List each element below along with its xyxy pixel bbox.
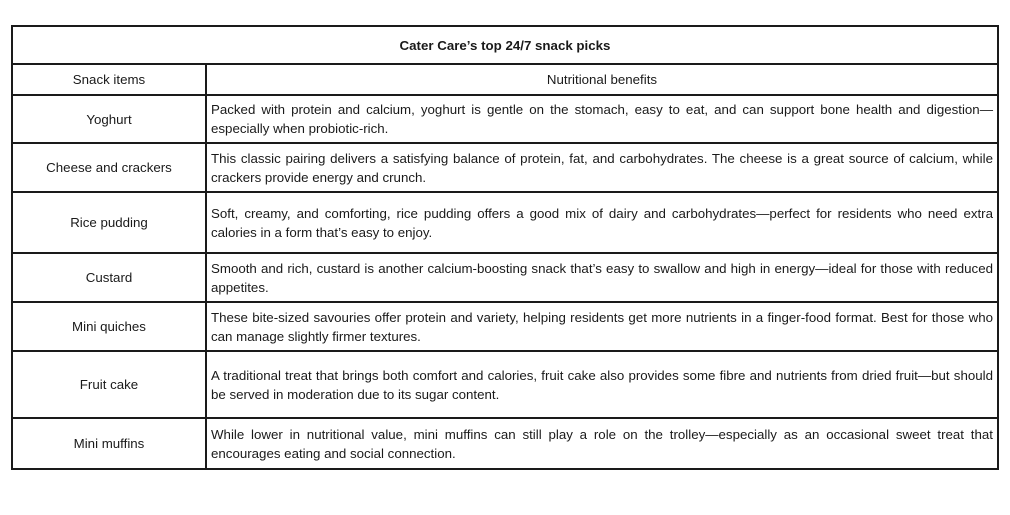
table-row [12,143,998,192]
snack-item-cell: Cheese and crackers [12,143,206,192]
snack-item-cell: Mini quiches [12,302,206,351]
benefit-cell: Soft, creamy, and comforting, rice pudding offers a good mix of dairy and carbohydrates—perfect for residents who need extra calories in a form that’s easy to enjoy. [206,192,998,253]
table-row [12,95,998,143]
benefit-cell: A traditional treat that brings both comfort and calories, fruit cake also provides some fibre and nutrients from dried fruit—but should be served in moderation due to its sugar content. [206,351,998,418]
table-row [12,192,998,253]
table-row [12,302,998,351]
snack-table [11,25,999,470]
snack-item-cell: Mini muffins [12,418,206,469]
benefit-cell: This classic pairing delivers a satisfying balance of protein, fat, and carbohydrates. The cheese is a great source of calcium, while crackers provide energy and crunch. [206,143,998,192]
header-snack-items: Snack items [12,64,206,95]
snack-item-cell: Custard [12,253,206,302]
benefit-cell: While lower in nutritional value, mini muffins can still play a role on the trolley—especially as an occasional sweet treat that encourages eating and social connection. [206,418,998,469]
header-nutritional-benefits: Nutritional benefits [206,64,998,95]
benefit-cell: These bite-sized savouries offer protein and variety, helping residents get more nutrients in a finger-food format. Best for those who can manage slightly firmer textures. [206,302,998,351]
table-row [12,253,998,302]
benefit-cell: Smooth and rich, custard is another calcium-boosting snack that’s easy to swallow and high in energy—ideal for those with reduced appetites. [206,253,998,302]
snack-item-cell: Fruit cake [12,351,206,418]
table-title-row [12,26,998,64]
snack-item-cell: Rice pudding [12,192,206,253]
table-title: Cater Care’s top 24/7 snack picks [12,26,998,64]
table-row [12,351,998,418]
benefit-cell: Packed with protein and calcium, yoghurt is gentle on the stomach, easy to eat, and can support bone health and digestion—especially when probiotic-rich. [206,95,998,143]
table-row [12,418,998,469]
table-header-row [12,64,998,95]
snack-item-cell: Yoghurt [12,95,206,143]
